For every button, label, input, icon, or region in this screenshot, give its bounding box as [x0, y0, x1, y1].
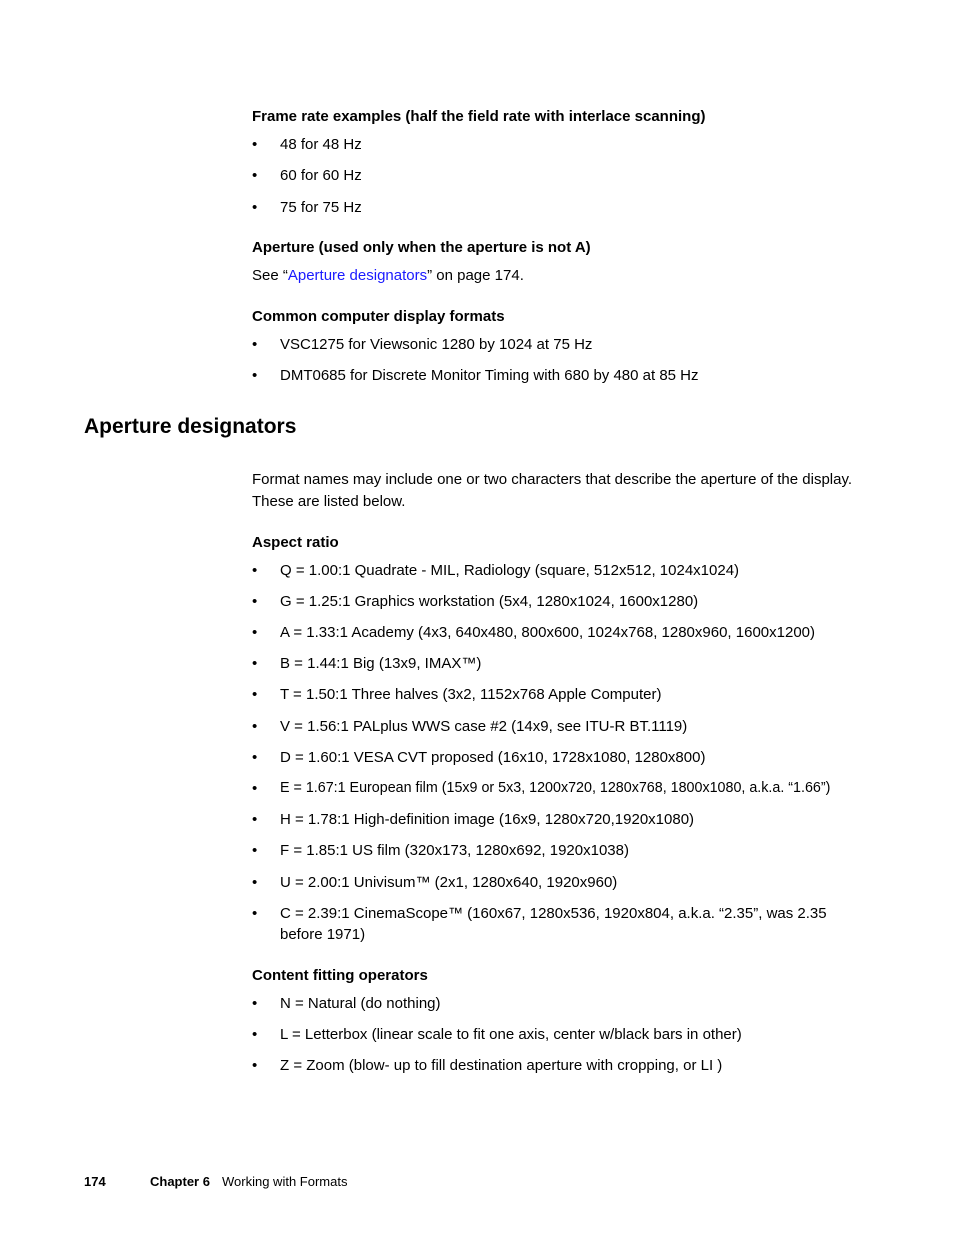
list-item	[252, 591, 892, 612]
list-item-text: C = 2.39:1 CinemaScope™ (160x67, 1280x536, 1920x804, a.k.a. “2.35”, was 2.35 before 1971)	[280, 905, 827, 943]
bullet-icon: •	[252, 136, 258, 153]
bullet-icon: •	[252, 1057, 258, 1074]
list-item	[252, 622, 892, 643]
list-item-text: D = 1.60:1 VESA CVT proposed (16x10, 1728x1080, 1280x800)	[280, 749, 706, 766]
bullet-icon: •	[252, 1026, 258, 1043]
list-item-text: B = 1.44:1 Big (13x9, IMAX™)	[280, 655, 482, 672]
list-item	[252, 1024, 892, 1045]
bullet-icon: •	[252, 167, 258, 184]
bullet-icon: •	[252, 905, 258, 922]
bullet-icon: •	[252, 336, 258, 353]
bullet-icon: •	[252, 995, 258, 1012]
list-item	[252, 334, 892, 355]
section-title: Aperture designators	[84, 415, 297, 438]
list-item	[252, 560, 892, 581]
list-item	[252, 653, 892, 674]
list-item	[252, 840, 892, 861]
list-item	[252, 809, 892, 830]
aperture-see-paragraph	[252, 265, 892, 287]
frame-rate-heading: Frame rate examples (half the field rate with interlace scanning)	[252, 108, 706, 125]
aspect-ratio-heading: Aspect ratio	[252, 534, 339, 551]
list-item-text: 48 for 48 Hz	[280, 136, 362, 153]
see-prefix: See “	[252, 267, 288, 284]
list-item-text: Z = Zoom (blow- up to fill destination aperture with cropping, or LI )	[280, 1057, 723, 1074]
bullet-icon: •	[252, 199, 258, 216]
list-item	[252, 1055, 892, 1076]
list-item	[252, 872, 892, 893]
list-item	[252, 365, 892, 386]
list-item-text: 75 for 75 Hz	[280, 199, 362, 216]
list-item-text: U = 2.00:1 Univisum™ (2x1, 1280x640, 1920x960)	[280, 874, 618, 891]
page-number: 174	[84, 1174, 106, 1189]
list-item-text: F = 1.85:1 US film (320x173, 1280x692, 1920x1038)	[280, 842, 629, 859]
list-item	[252, 778, 892, 799]
bullet-icon: •	[252, 562, 258, 579]
list-item	[252, 134, 892, 155]
bullet-icon: •	[252, 624, 258, 641]
list-item-text: V = 1.56:1 PALplus WWS case #2 (14x9, see ITU-R BT.1119)	[280, 718, 688, 735]
list-item-text: 60 for 60 Hz	[280, 167, 362, 184]
list-item-text: Q = 1.00:1 Quadrate - MIL, Radiology (square, 512x512, 1024x1024)	[280, 562, 740, 579]
list-item-text: VSC1275 for Viewsonic 1280 by 1024 at 75 Hz	[280, 336, 593, 353]
list-item-text: H = 1.78:1 High-definition image (16x9, 1280x720,1920x1080)	[280, 811, 695, 828]
list-item-text: A = 1.33:1 Academy (4x3, 640x480, 800x600, 1024x768, 1280x960, 1600x1200)	[280, 624, 815, 641]
bullet-icon: •	[252, 749, 258, 766]
list-item-text: G = 1.25:1 Graphics workstation (5x4, 1280x1024, 1600x1280)	[280, 593, 699, 610]
aperture-designators-link[interactable]: Aperture designators	[287, 267, 428, 284]
list-item	[252, 903, 852, 945]
list-item	[252, 165, 892, 186]
bullet-icon: •	[252, 780, 258, 797]
list-item	[252, 747, 892, 768]
list-item-text: E = 1.67:1 European film (15x9 or 5x3, 1200x720, 1280x768, 1800x1080, a.k.a. “1.66”)	[280, 780, 831, 796]
bullet-icon: •	[252, 655, 258, 672]
bullet-icon: •	[252, 593, 258, 610]
aperture-heading: Aperture (used only when the aperture is not A)	[252, 239, 591, 256]
common-formats-heading: Common computer display formats	[252, 308, 505, 325]
see-suffix: ” on page 174.	[427, 267, 524, 284]
bullet-icon: •	[252, 718, 258, 735]
bullet-icon: •	[252, 842, 258, 859]
bullet-icon: •	[252, 367, 258, 384]
list-item-text: N = Natural (do nothing)	[280, 995, 441, 1012]
bullet-icon: •	[252, 811, 258, 828]
list-item-text: L = Letterbox (linear scale to fit one axis, center w/black bars in other)	[280, 1026, 742, 1043]
list-item	[252, 716, 892, 737]
list-item-text: DMT0685 for Discrete Monitor Timing with 680 by 480 at 85 Hz	[280, 367, 699, 384]
content-fitting-heading: Content fitting operators	[252, 967, 428, 984]
chapter-title: Working with Formats	[222, 1174, 348, 1189]
bullet-icon: •	[252, 686, 258, 703]
list-item	[252, 197, 892, 218]
intro-paragraph: Format names may include one or two characters that describe the aperture of the display. These are listed below.	[252, 471, 853, 510]
list-item-text: T = 1.50:1 Three halves (3x2, 1152x768 Apple Computer)	[280, 686, 662, 703]
bullet-icon: •	[252, 874, 258, 891]
list-item	[252, 993, 892, 1014]
chapter-label: Chapter 6	[150, 1174, 210, 1189]
list-item	[252, 684, 892, 705]
